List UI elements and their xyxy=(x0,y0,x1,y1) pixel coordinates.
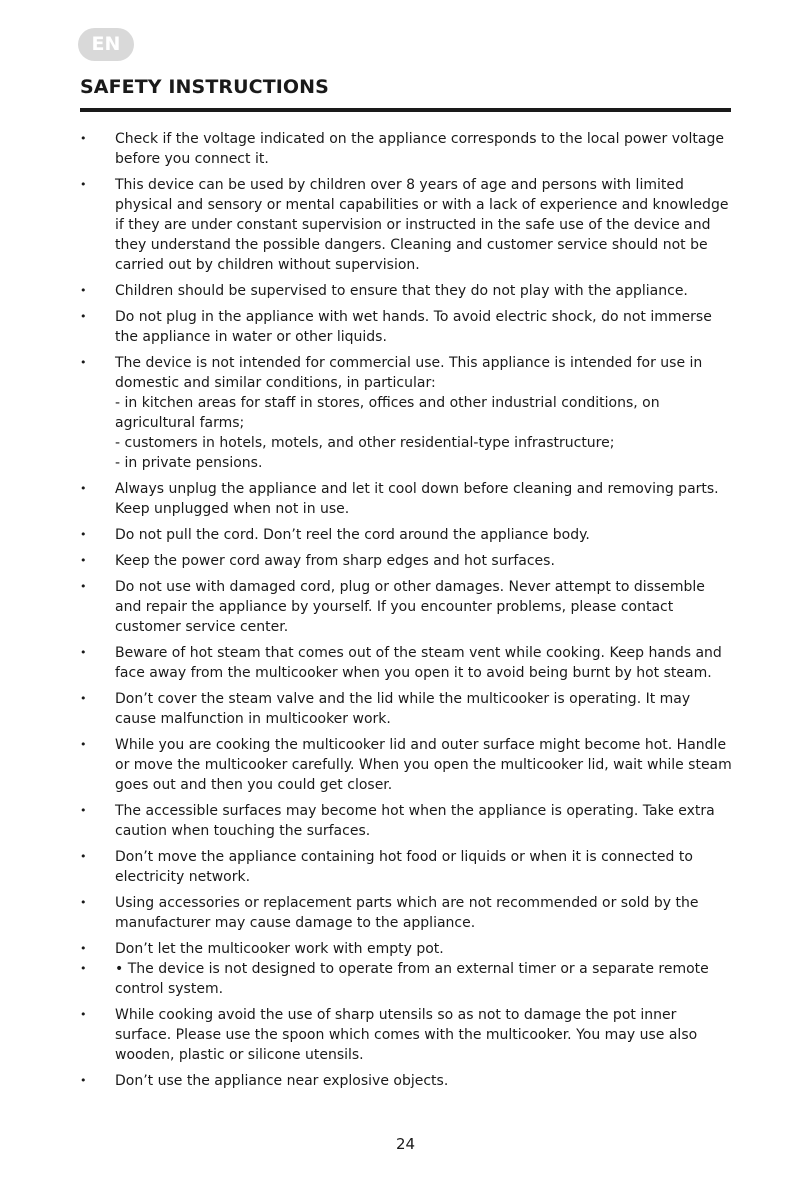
list-item xyxy=(80,847,735,887)
bullet-icon: • xyxy=(80,528,87,541)
list-item xyxy=(80,643,735,683)
list-item-text: • The device is not designed to operate from an external timer or a separate remote control system. xyxy=(115,961,709,997)
list-item xyxy=(80,129,735,169)
list-item-text: Using accessories or replacement parts which are not recommended or sold by the manufacturer may cause damage to the appliance. xyxy=(115,895,699,931)
list-item-text: Do not pull the cord. Don’t reel the cord around the appliance body. xyxy=(115,527,590,543)
bullet-icon: • xyxy=(80,1074,87,1087)
list-item-text: While you are cooking the multicooker lid and outer surface might become hot. Handle or move the multicooker carefully. When you open the multicooker lid, wait while steam goes out and then you could get closer. xyxy=(115,737,732,793)
list-item-text: While cooking avoid the use of sharp utensils so as not to damage the pot inner surface. Please use the spoon which comes with the multicooker. You may use also wooden, plastic or silicone utensils. xyxy=(115,1007,698,1063)
list-item-text: The device is not intended for commercial use. This appliance is intended for use in domestic and similar conditions, in particular: - in kitchen areas for staff in stores, offices and other industrial conditions, on agricultural farms; - customers in hotels, motels, and other residential-type infrastructure; - in private pensions. xyxy=(115,355,703,471)
list-item-text: Children should be supervised to ensure that they do not play with the appliance. xyxy=(115,283,688,299)
language-badge: EN xyxy=(78,28,134,61)
bullet-icon: • xyxy=(80,646,87,659)
bullet-icon: • xyxy=(80,962,87,975)
list-item xyxy=(80,281,735,301)
list-item-text: This device can be used by children over 8 years of age and persons with limited physical and sensory or mental capabilities or with a lack of experience and knowledge if they are under constant supervision or instructed in the safe use of the device and they understand the possible dangers. Cleaning and customer service should not be carried out by children without supervision. xyxy=(115,177,729,273)
list-item xyxy=(80,689,735,729)
list-item xyxy=(80,1071,735,1091)
list-item-text: Don’t cover the steam valve and the lid while the multicooker is operating. It may cause malfunction in multicooker work. xyxy=(115,691,691,727)
list-item-text: Beware of hot steam that comes out of the steam vent while cooking. Keep hands and face away from the multicooker when you open it to avoid being burnt by hot steam. xyxy=(115,645,722,681)
list-item xyxy=(80,175,735,275)
list-item-text: Do not use with damaged cord, plug or other damages. Never attempt to dissemble and repair the appliance by yourself. If you encounter problems, please contact customer service center. xyxy=(115,579,705,635)
list-item xyxy=(80,801,735,841)
list-item xyxy=(80,1005,735,1065)
list-item xyxy=(80,525,735,545)
bullet-icon: • xyxy=(80,554,87,567)
page-number: 24 xyxy=(395,1135,416,1153)
list-item xyxy=(80,959,735,999)
title-divider xyxy=(80,108,731,112)
bullet-icon: • xyxy=(80,850,87,863)
list-item-text: Don’t let the multicooker work with empty pot. xyxy=(115,941,444,957)
bullet-icon: • xyxy=(80,580,87,593)
bullet-icon: • xyxy=(80,692,87,705)
bullet-icon: • xyxy=(80,284,87,297)
list-item-text: Do not plug in the appliance with wet hands. To avoid electric shock, do not immerse the appliance in water or other liquids. xyxy=(115,309,712,345)
bullet-icon: • xyxy=(80,896,87,909)
bullet-icon: • xyxy=(80,178,87,191)
bullet-icon: • xyxy=(80,482,87,495)
list-item xyxy=(80,939,735,959)
safety-instructions-list xyxy=(80,129,735,1097)
list-item-text: Don’t move the appliance containing hot food or liquids or when it is connected to electricity network. xyxy=(115,849,693,885)
list-item xyxy=(80,307,735,347)
bullet-icon: • xyxy=(80,310,87,323)
bullet-icon: • xyxy=(80,804,87,817)
bullet-icon: • xyxy=(80,132,87,145)
list-item-text: Don’t use the appliance near explosive objects. xyxy=(115,1073,449,1089)
bullet-icon: • xyxy=(80,738,87,751)
list-item xyxy=(80,893,735,933)
bullet-icon: • xyxy=(80,942,87,955)
list-item-text: Keep the power cord away from sharp edges and hot surfaces. xyxy=(115,553,555,569)
list-item xyxy=(80,577,735,637)
list-item xyxy=(80,735,735,795)
list-item-text: The accessible surfaces may become hot when the appliance is operating. Take extra caution when touching the surfaces. xyxy=(115,803,715,839)
bullet-icon: • xyxy=(80,356,87,369)
page-title: SAFETY INSTRUCTIONS xyxy=(80,76,329,98)
list-item-text: Always unplug the appliance and let it cool down before cleaning and removing parts. Keep unplugged when not in use. xyxy=(115,481,719,517)
list-item xyxy=(80,551,735,571)
list-item-text: Check if the voltage indicated on the appliance corresponds to the local power voltage before you connect it. xyxy=(115,131,724,167)
list-item xyxy=(80,479,735,519)
bullet-icon: • xyxy=(80,1008,87,1021)
list-item xyxy=(80,353,735,473)
